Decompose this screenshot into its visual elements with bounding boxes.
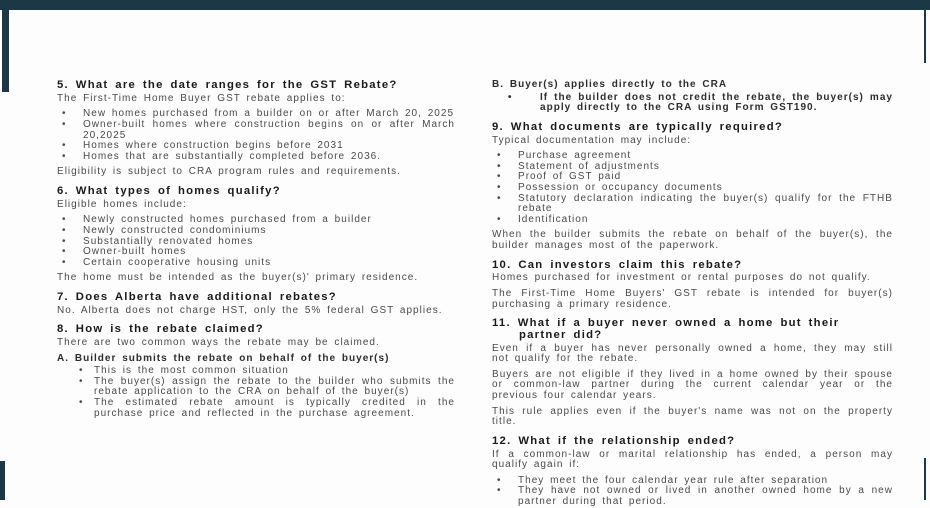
bullet-text: If the builder does not credit the rebate, the buyer(s) may apply directly to the CRA using Form GST190. [540,91,893,114]
bullet-item [57,152,455,163]
bullet-icon: • [79,397,84,409]
bullet-icon: • [497,485,502,497]
section-heading: 5. What are the date ranges for the GST Rebate? [57,79,398,91]
paragraph: There are two common ways the rebate may be claimed. [57,337,380,349]
bullet-text: Substantially renovated homes [83,235,254,247]
bullet-icon: • [62,108,67,120]
paragraph: The First-Time Home Buyer GST rebate applies to: [57,92,346,104]
paragraph: If a common-law or marital relationship has ended, a person may qualify again if: [492,448,893,471]
bullet-text: Newly constructed condominiums [83,224,267,236]
page-border-left [2,0,9,92]
sub-bullet-item [57,377,455,398]
bullet-text: The buyer(s) assign the rebate to the builder who submits the rebate application to the CRA on behalf of the buyer(s) [94,375,455,398]
bullet-text: Homes where construction begins before 2031 [83,140,344,152]
section-heading: 12. What if the relationship ended? [492,434,736,447]
paragraph: The home must be intended as the buyer(s)' primary residence. [57,272,419,284]
bullet-icon: • [497,192,502,204]
bullet-item [492,486,893,507]
bullet-item [492,215,893,226]
bullet-icon: • [497,171,502,183]
bullet-icon: • [508,91,513,103]
bullet-item [492,194,893,215]
subsection-heading: A. Builder submits the rebate on behalf of the buyer(s) [57,352,390,364]
section-heading: 8. How is the rebate claimed? [57,323,264,336]
bullet-text: They meet the four calendar year rule after separation [518,474,829,486]
bullet-text: Identification [518,213,589,225]
bullet-icon: • [62,214,67,226]
bullet-icon: • [79,375,84,387]
page-border-right-bottom [924,458,926,500]
bullet-text: Owner-built homes [83,246,187,258]
bullet-icon: • [497,213,502,225]
bullet-item [57,258,455,269]
paragraph: This rule applies even if the buyer's name was not on the property title. [492,405,893,428]
faq-column-right [492,80,893,508]
paragraph: Buyers are not eligible if they lived in a home owned by their spouse or common-law partner during the current calendar year or the previous four calendar years. [492,368,893,402]
sub-bullet-item [57,398,455,419]
paragraph: Typical documentation may include: [492,134,692,146]
bullet-icon: • [497,474,502,486]
bullet-icon: • [497,150,502,162]
paragraph: Eligibility is subject to CRA program rules and requirements. [57,166,401,178]
bullet-item [492,183,893,194]
bullet-text: Proof of GST paid [518,171,622,183]
subsection-heading: B. Buyer(s) applies directly to the CRA [492,79,728,90]
section-heading: 7. Does Alberta have additional rebates? [57,290,337,303]
bullet-text: Homes that are substantially completed before 2036. [83,150,382,162]
paragraph: Eligible homes include: [57,198,187,210]
bullet-text: Possession or occupancy documents [518,181,723,193]
bullet-icon: • [62,224,67,236]
bullet-text: This is the most common situation [94,365,289,377]
section-heading: 9. What documents are typically required? [492,120,784,133]
paragraph: The First-Time Home Buyers' GST rebate is intended for buyer(s) purchasing a primary residence. [492,287,893,310]
paragraph: When the builder submits the rebate on behalf of the buyer(s), the builder manages most of the paperwork. [492,229,893,251]
section-heading: 11. What if a buyer never owned a home but their partner did? [492,317,840,341]
bullet-icon: • [79,365,84,377]
bullet-icon: • [62,256,67,268]
bullet-text: The estimated rebate amount is typically credited in the purchase price and reflected in the purchase agreement. [94,397,455,419]
paragraph: No. Alberta does not charge HST, only the 5% federal GST applies. [57,304,443,316]
bullet-text: Purchase agreement [518,150,632,162]
paragraph: Even if a buyer has never personally owned a home, they may still not qualify for the rebate. [492,342,893,365]
bullet-icon: • [62,118,67,130]
bullet-item [57,120,455,141]
faq-column-left [57,80,455,419]
bullet-icon: • [497,160,502,172]
bullet-icon: • [62,235,67,247]
bullet-text: Certain cooperative housing units [83,256,272,268]
page-border-bottom-left [0,461,5,500]
bullet-icon: • [62,140,67,152]
section-heading: 6. What types of homes qualify? [57,184,281,197]
sub-bullet-item-bold [492,93,893,114]
bullet-text: Newly constructed homes purchased from a builder [83,214,372,226]
bullet-text: Statement of adjustments [518,160,660,172]
bullet-icon: • [497,181,502,193]
bullet-text: They have not owned or lived in another owned home by a new partner during that period. [518,485,893,508]
bullet-icon: • [62,246,67,258]
section-heading: 10. Can investors claim this rebate? [492,258,743,271]
page-border-right-top [924,10,926,63]
bullet-icon: • [62,150,67,162]
page-border-top [0,0,930,10]
bullet-text: New homes purchased from a builder on or after March 20, 2025 [83,108,455,120]
bullet-item [57,226,455,237]
bullet-text: Owner-built homes where construction begins on or after March 20,2025 [83,118,455,141]
bullet-text: Statutory declaration indicating the buyer(s) qualify for the FTHB rebate [518,192,893,215]
paragraph: Homes purchased for investment or rental purposes do not qualify. [492,272,871,284]
